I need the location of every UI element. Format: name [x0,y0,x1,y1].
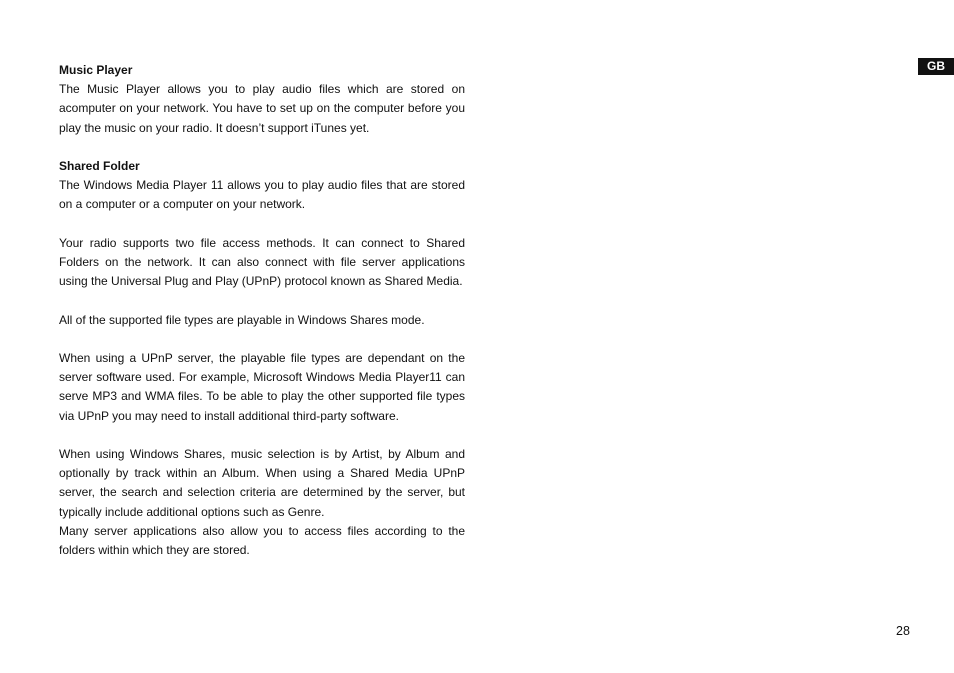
shared-folder-paragraph-3: All of the supported file types are playable in Windows Shares mode. [59,312,425,327]
text-column [59,61,465,560]
shared-folder-paragraph-4: When using a UPnP server, the playable file types are dependant on the server software used. For example, Microsoft Windows Media Player11 can serve MP3 and WMA files. To be able to play the other supported file types via UPnP you may need to install additional third-party software. [59,350,465,423]
music-player-body: The Music Player allows you to play audio files which are stored on acomputer on your network. You have to set up on the computer before you play the music on your radio. It doesn’t support iTunes yet. [59,82,465,135]
language-badge: GB [918,58,954,75]
shared-folder-paragraph-1: The Windows Media Player 11 allows you to play audio files that are stored on a computer or a computer on your network. [59,178,465,212]
music-player-heading: Music Player [59,63,133,77]
shared-folder-paragraph-2: Your radio supports two file access methods. It can connect to Shared Folders on the network. It can also connect with file server applications using the Universal Plug and Play (UPnP) protocol known as Shared Media. [59,235,465,289]
page-number: 28 [896,624,910,638]
shared-folder-heading: Shared Folder [59,159,140,173]
shared-folder-paragraph-6: Many server applications also allow you to access files according to the folders within which they are stored. [59,523,465,557]
shared-folder-paragraph-5: When using Windows Shares, music selection is by Artist, by Album and optionally by track within an Album. When using a Shared Media UPnP server, the search and selection criteria are determined by the server, but typically include additional options such as Genre. [59,446,465,519]
